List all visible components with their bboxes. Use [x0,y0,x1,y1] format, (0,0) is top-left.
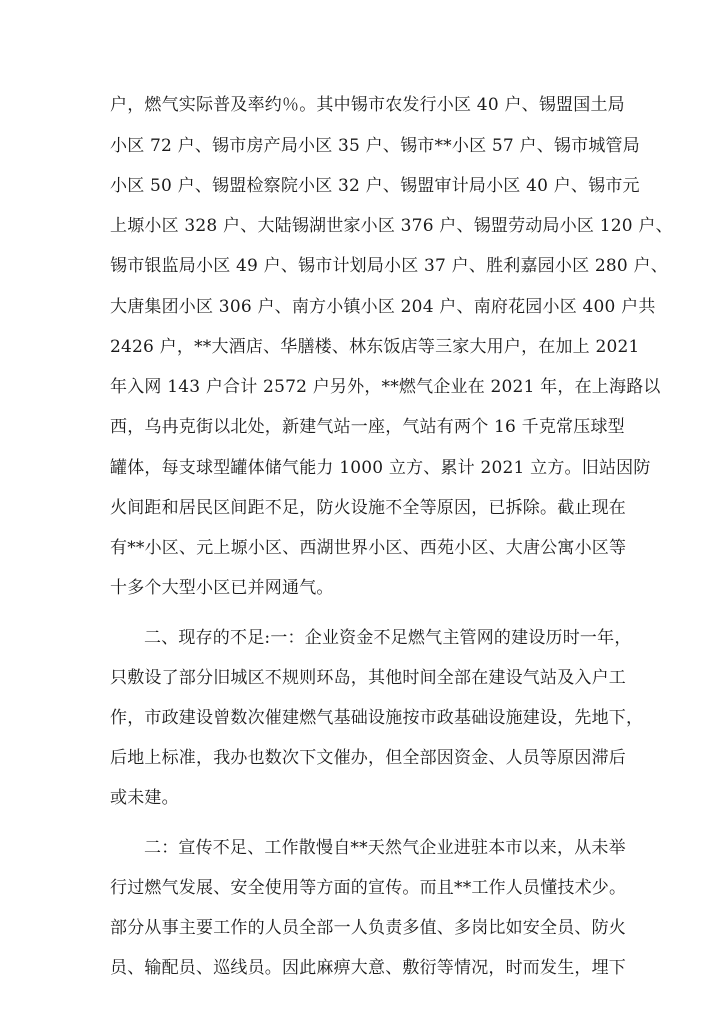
text-line: 西，乌冉克街以北处，新建气站一座，气站有两个 16 千克常压球型 [110,417,625,437]
text-line: 2426 户，**大酒店、华膳楼、林东饭店等三家大用户，在加上 2021 [110,337,640,357]
text-line: 大唐集团小区 306 户、南方小镇小区 204 户、南府花园小区 400 户共 [110,297,656,317]
text-line: 员、输配员、巡线员。因此麻痹大意、敷衍等情况，时而发生，埋下 [110,958,626,978]
text-line: 罐体，每支球型罐体储气能力 1000 立方、累计 2021 立方。旧站因防 [110,458,651,478]
text-line: 作，市政建设曾数次催建燃气基础设施按市政基础设施建设，先地下， [110,708,644,728]
text-line: 上塬小区 328 户、大陆锡湖世家小区 376 户、锡盟劳动局小区 120 户、 [110,216,673,236]
text-line: 有**小区、元上塬小区、西湖世界小区、西苑小区、大唐公寓小区等 [110,538,627,558]
text-line: 二：宣传不足、工作散慢自**天然气企业进驻本市以来，从未举 [144,838,626,858]
text-line: 小区 50 户、锡盟检察院小区 32 户、锡盟审计局小区 40 户、锡市元 [110,176,640,196]
text-line: 火间距和居民区间距不足，防火设施不全等原因，已拆除。截止现在 [110,498,626,518]
text-line: 锡市银监局小区 49 户、锡市计划局小区 37 户、胜利嘉园小区 280 户、 [110,256,668,276]
text-line: 小区 72 户、锡市房产局小区 35 户、锡市**小区 57 户、锡市城管局 [110,136,640,156]
text-line: 行过燃气发展、安全使用等方面的宣传。而且**工作人员懂技术少。 [110,878,627,898]
text-line: 只敷设了部分旧城区不规则环岛，其他时间全部在建设气站及入户工 [110,668,626,688]
text-line: 年入网 143 户合计 2572 户另外，**燃气企业在 2021 年，在上海路以 [110,377,661,397]
text-line: 后地上标准，我办也数次下文催办，但全部因资金、人员等原因滞后 [110,748,626,768]
text-line: 二、现存的不足:一：企业资金不足燃气主管网的建设历时一年， [144,628,632,648]
text-line: 户，燃气实际普及率约％。其中锡市农发行小区 40 户、锡盟国土局 [110,95,625,115]
text-line: 部分从事主要工作的人员全部一人负责多值、多岗比如安全员、防火 [110,918,626,938]
text-line: 或未建。 [110,788,179,808]
text-line: 十多个大型小区已并网通气。 [110,578,334,598]
